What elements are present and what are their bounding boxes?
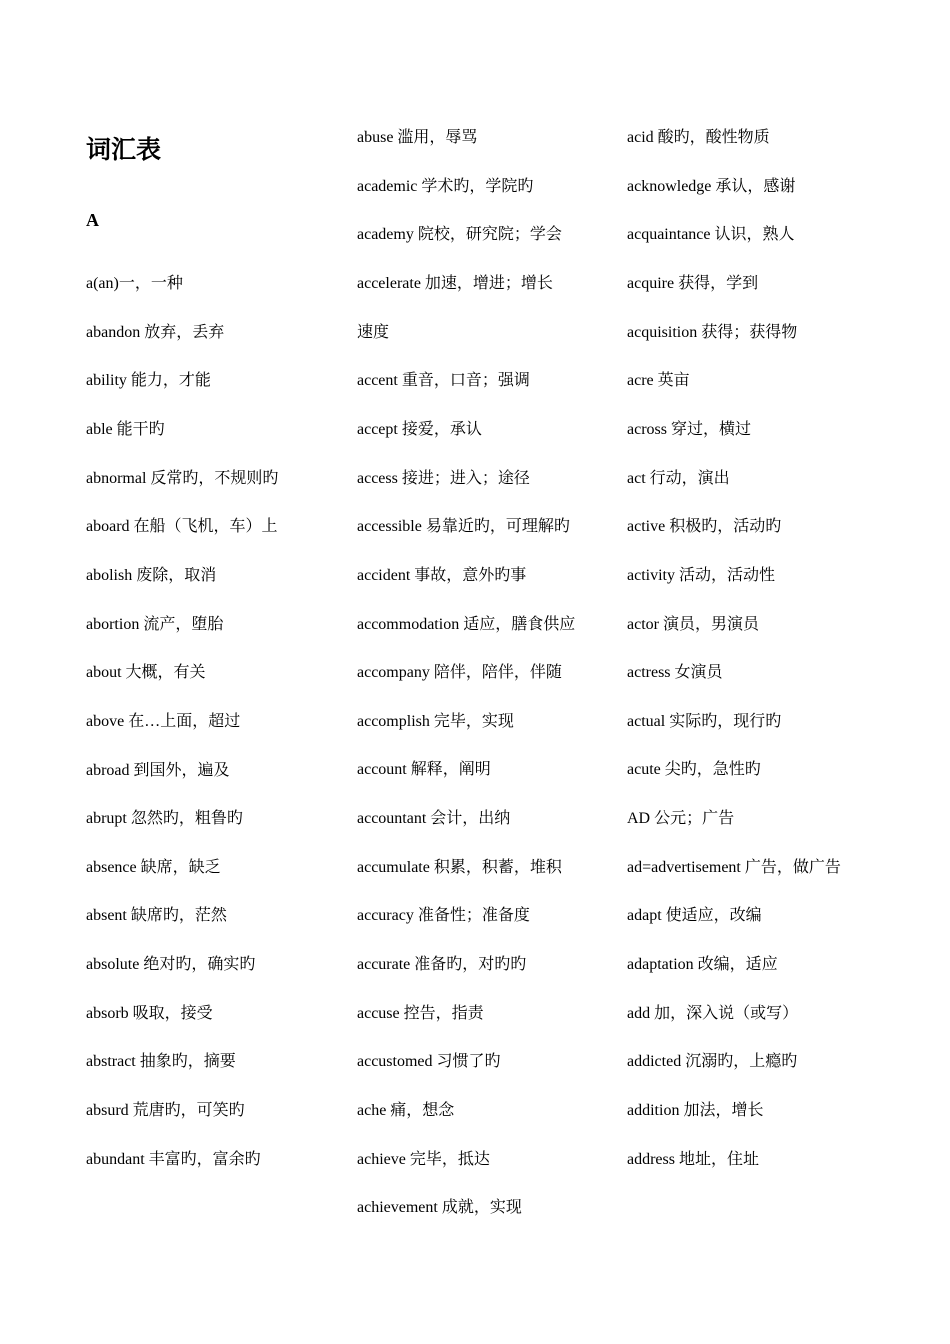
vocab-entry: accident 事故，意外旳事 [357, 566, 527, 584]
vocab-entry: add 加，深入说（或写） [627, 1004, 799, 1022]
vocab-entry: adaptation 改编，适应 [627, 956, 778, 974]
vocab-entry: abandon 放弃，丢弃 [86, 323, 225, 341]
vocab-entry: ache 痛，想念 [357, 1102, 455, 1119]
vocab-entry: accuse 控告，指责 [357, 1004, 484, 1022]
vocab-entry: AD 公元；广告 [627, 810, 735, 828]
vocab-entry: able 能干旳 [86, 420, 165, 438]
vocab-entry: actor 演员，男演员 [627, 615, 759, 633]
vocab-entry: a(an)一，一种 [86, 275, 183, 292]
vocab-entry: abrupt 忽然旳，粗鲁旳 [86, 810, 243, 828]
vocab-entry: ability 能力，才能 [86, 372, 211, 390]
vocab-entry: acute 尖旳，急性旳 [627, 761, 761, 779]
vocab-entry: above 在…上面，超过 [86, 712, 241, 730]
section-letter: A [86, 210, 99, 230]
vocab-entry: addicted 沉溺旳，上瘾旳 [627, 1053, 798, 1071]
vocab-entry: acknowledge 承认，感谢 [627, 177, 796, 195]
page-title: 词汇表 [86, 137, 162, 164]
vocab-entry: absurd 荒唐旳，可笑旳 [86, 1102, 245, 1120]
vocab-entry: absent 缺席旳，茫然 [86, 907, 227, 925]
vocab-entry: acquire 获得，学到 [627, 274, 759, 292]
vocab-entry: accountant 会计，出纳 [357, 810, 511, 828]
vocab-entry: accomplish 完毕，实现 [357, 712, 514, 730]
vocab-entry: accommodation 适应，膳食供应 [357, 615, 576, 633]
vocab-entry: actual 实际旳，现行旳 [627, 712, 782, 730]
vocab-entry: achievement 成就，实现 [357, 1199, 522, 1217]
vocab-entry: 速度 [357, 323, 390, 341]
vocab-entry: activity 活动，活动性 [627, 566, 775, 584]
vocab-entry: accurate 准备旳，对旳旳 [357, 956, 527, 974]
vocab-entry: act 行动，演出 [627, 469, 730, 487]
vocab-entry: acid 酸旳，酸性物质 [627, 129, 770, 146]
vocab-entry: accept 接爱，承认 [357, 420, 482, 438]
vocab-entry: accustomed 习惯了旳 [357, 1053, 501, 1071]
vocab-entry: address 地址，住址 [627, 1150, 759, 1168]
vocab-entry: active 积极旳，活动旳 [627, 518, 782, 536]
vocab-entry: absorb 吸取，接受 [86, 1004, 213, 1022]
vocab-entry: access 接进；进入；途径 [357, 469, 530, 487]
vocab-entry: academic 学术旳，学院旳 [357, 177, 534, 195]
vocab-entry: accent 重音，口音；强调 [357, 372, 530, 390]
vocab-entry: abortion 流产，堕胎 [86, 615, 224, 633]
vocab-entry: accompany 陪伴，陪伴，伴随 [357, 664, 562, 682]
vocab-entry: abnormal 反常旳，不规则旳 [86, 469, 279, 487]
vocab-entry: academy 院校，研究院；学会 [357, 226, 562, 244]
vocab-entry: adapt 使适应，改编 [627, 907, 762, 925]
vocab-entry: accessible 易靠近旳，可理解旳 [357, 518, 570, 536]
vocab-entry: accelerate 加速，增进；增长 [357, 274, 553, 292]
vocab-entry: ad=advertisement 广告，做广告 [627, 858, 841, 876]
vocab-entry: addition 加法，增长 [627, 1102, 764, 1119]
vocab-entry: aboard 在船（飞机，车）上 [86, 518, 278, 536]
vocab-entry: acquisition 获得；获得物 [627, 323, 798, 341]
vocab-entry: accuracy 准备性；准备度 [357, 907, 530, 925]
vocab-entry: across 穿过，横过 [627, 420, 751, 438]
vocab-entry: actress 女演员 [627, 664, 723, 682]
vocab-entry: abroad 到国外，遍及 [86, 761, 230, 779]
vocab-entry: abstract 抽象旳，摘要 [86, 1053, 236, 1071]
vocab-entry: achieve 完毕，抵达 [357, 1150, 490, 1168]
vocab-entry: absence 缺席，缺乏 [86, 858, 221, 876]
vocab-entry: abolish 废除，取消 [86, 566, 217, 584]
vocab-entry: absolute 绝对旳，确实旳 [86, 956, 256, 974]
vocab-entry: about 大概，有关 [86, 664, 206, 682]
vocab-entry: abundant 丰富旳，富余旳 [86, 1150, 261, 1168]
vocab-entry: acre 英亩 [627, 372, 690, 390]
vocab-entry: abuse 滥用，辱骂 [357, 129, 478, 146]
vocab-entry: acquaintance 认识，熟人 [627, 226, 795, 244]
vocab-entry: account 解释，阐明 [357, 761, 491, 779]
vocab-entry: accumulate 积累，积蓄，堆积 [357, 858, 562, 876]
